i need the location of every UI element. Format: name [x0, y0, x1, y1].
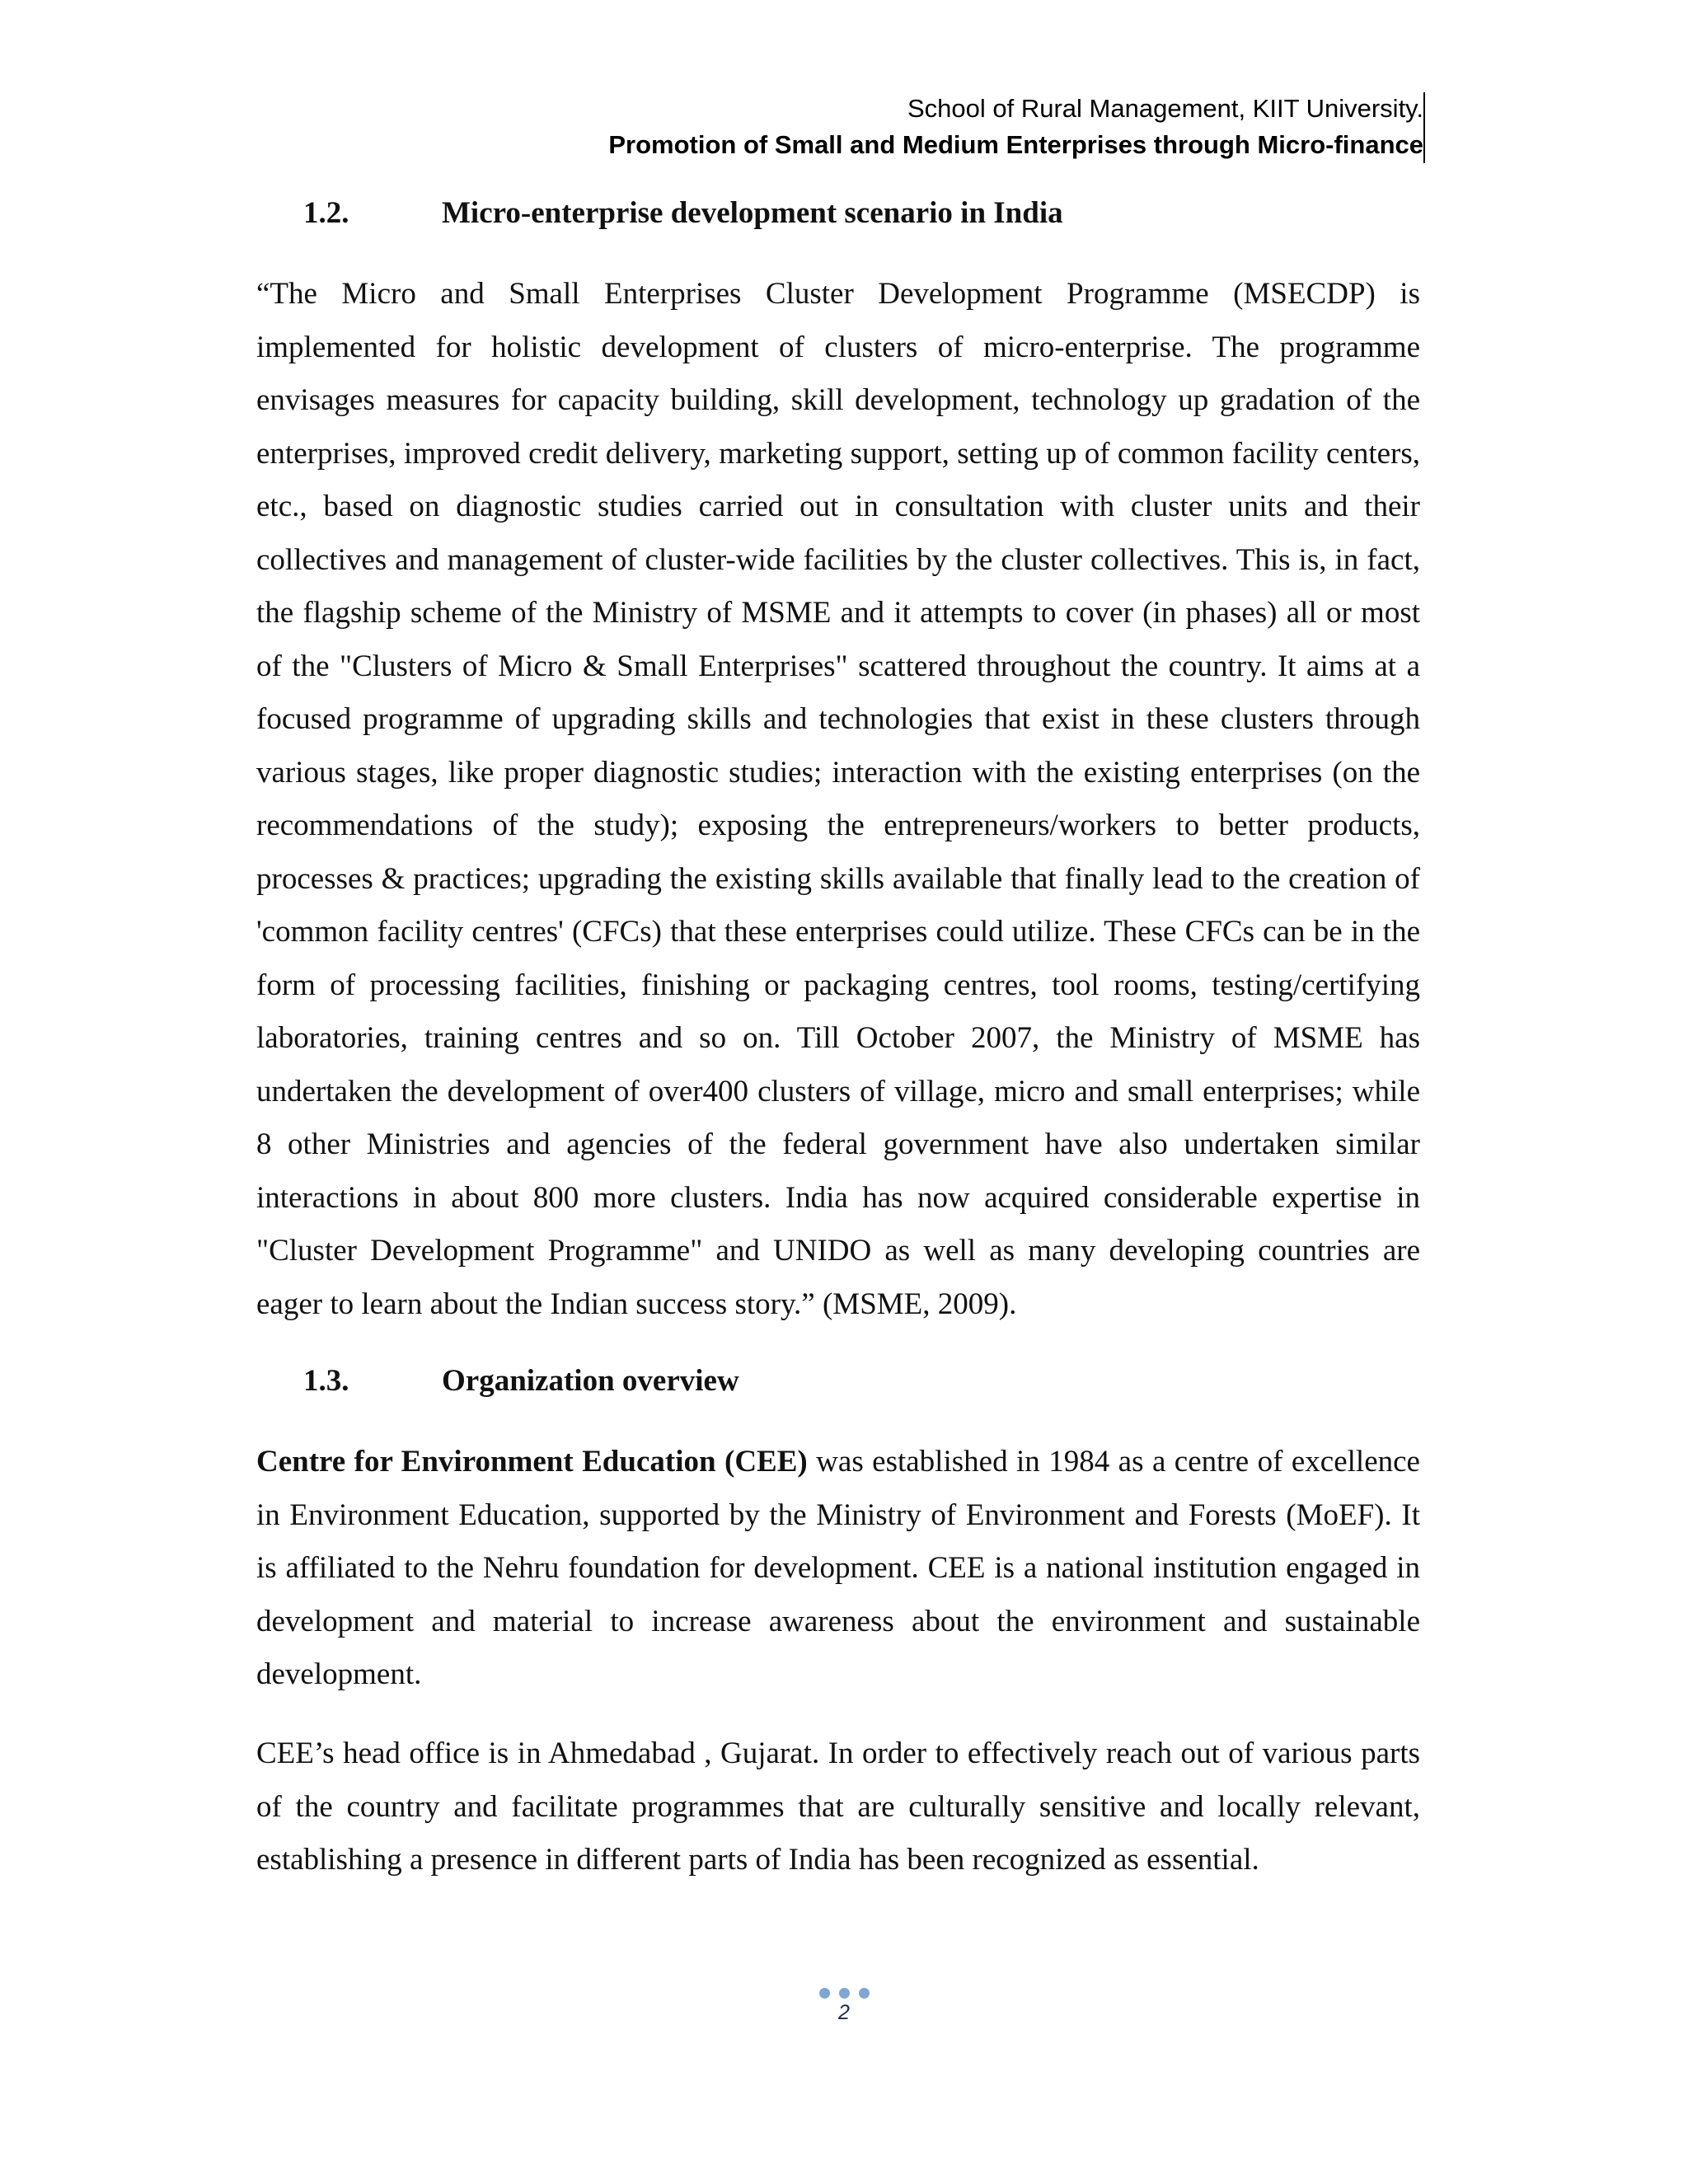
header-vertical-rule — [1423, 92, 1425, 163]
cee-description: was established in 1984 as a centre of excellence in Environment Education, supported by the Ministry of Environment and Forests (MoEF). It is affiliated to the Nehru foundation for development. CEE is a national institution engaged in development and material to increase awareness about the environment and sustainable development. — [256, 1445, 1420, 1691]
cee-name: Centre for Environment Education (CEE) — [256, 1445, 808, 1479]
page-footer — [0, 1988, 1688, 2025]
page-number: 2 — [838, 2001, 850, 2024]
dot-icon — [859, 1988, 870, 1999]
section-heading-1-2 — [303, 195, 1063, 232]
header-institution: School of Rural Management, KIIT University. — [907, 94, 1423, 123]
section-title: Micro-enterprise development scenario in India — [442, 196, 1063, 230]
running-header — [608, 91, 1438, 163]
footer-dots-ornament — [0, 1988, 1688, 1999]
section-number: 1.3. — [303, 1364, 349, 1398]
dot-icon — [839, 1988, 850, 1999]
paragraph-msecdp: “The Micro and Small Enterprises Cluster Development Programme (MSECDP) is implemented for holistic development of clusters of micro-enterprise. The programme envisages measures for capacity building, skill development, technology up gradation of the enterprises, improved credit delivery, marketing support, setting up of common facility centers, etc., based on diagnostic studies carried out in consultation with cluster units and their collectives and management of cluster-wide facilities by the cluster collectives. This is, in fact, the flagship scheme of the Ministry of MSME and it attempts to cover (in phases) all or most of the "Clusters of Micro & Small Enterprises" scattered throughout the country. It aims at a focused programme of upgrading skills and technologies that exist in these clusters through various stages, like proper diagnostic studies; interaction with the existing enterprises (on the recommendations of the study); exposing the entrepreneurs/workers to better products, processes & practices; upgrading the existing skills available that finally lead to the creation of 'common facility centres' (CFCs) that these enterprises could utilize. These CFCs can be in the form of processing facilities, finishing or packaging centres, tool rooms, testing/certifying laboratories, training centres and so on. Till October 2007, the Ministry of MSME has undertaken the development of over400 clusters of village, micro and small enterprises; while 8 other Ministries and agencies of the federal government have also undertaken similar interactions in about 800 more clusters. India has now acquired considerable expertise in "Cluster Development Programme" and UNIDO as well as many developing countries are eager to learn about the Indian success story.” (MSME, 2009). — [256, 277, 1420, 1321]
paragraph-cee-overview — [256, 1436, 1420, 1702]
header-title: Promotion of Small and Medium Enterprises through Micro-finance — [608, 130, 1423, 159]
section-heading-1-3 — [303, 1363, 739, 1399]
section-title: Organization overview — [442, 1364, 739, 1398]
section-number: 1.2. — [303, 196, 349, 230]
paragraph-head-office: CEE’s head office is in Ahmedabad , Gujarat. In order to effectively reach out of various parts of the country and facilitate programmes that are culturally sensitive and locally relevant, establishing a presence in different parts of India has been recognized as essential. — [256, 1736, 1420, 1877]
dot-icon — [819, 1988, 830, 1999]
